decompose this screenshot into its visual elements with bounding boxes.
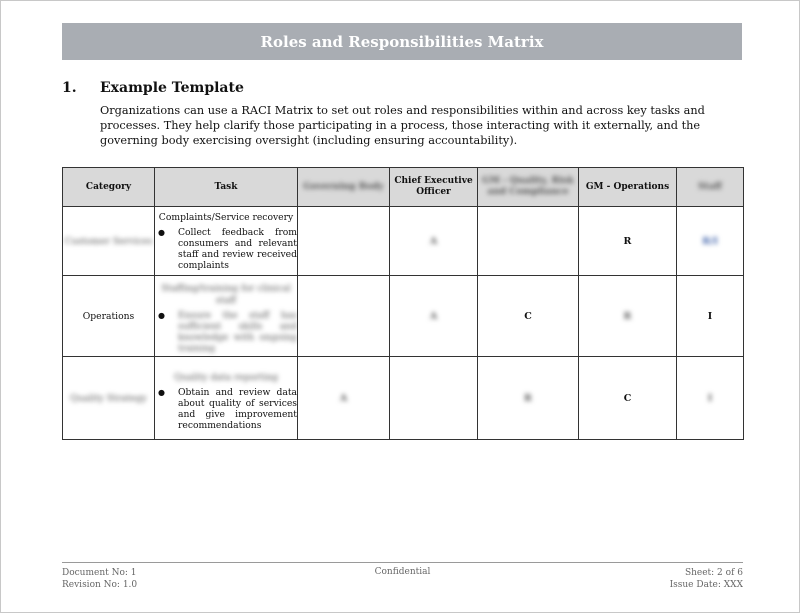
raci-cell: A [298, 357, 390, 440]
raci-cell: R [478, 357, 579, 440]
raci-matrix-table [62, 167, 744, 440]
row-task [155, 276, 298, 357]
document-number: Document No: 1 [62, 568, 137, 578]
bullet-icon: ● [158, 310, 165, 320]
task-title: Quality data reporting [173, 371, 279, 383]
raci-cell [298, 276, 390, 357]
raci-cell [390, 357, 478, 440]
header-ceo: Chief Executive Officer [390, 168, 478, 207]
raci-cell: R [579, 207, 677, 276]
table-row [63, 276, 744, 357]
raci-cell: R/I [677, 207, 744, 276]
raci-cell: C [579, 357, 677, 440]
intro-paragraph: Organizations can use a RACI Matrix to set out roles and responsibilities within and across key tasks and processes. They help clarify those participating in a process, those interacting with it externally, and the governing body exercising oversight (including ensuring accountability). [100, 104, 705, 147]
bullet-icon: ● [158, 387, 165, 397]
task-item: ● Obtain and review data about quality of services and give improvement recommendations [155, 387, 297, 431]
revision-number: Revision No: 1.0 [62, 580, 138, 590]
row-category: Operations [63, 276, 155, 357]
table-header-row [63, 168, 744, 207]
header-staff: Staff [677, 168, 744, 207]
task-title: Staffing/training for clinical staff [161, 282, 291, 306]
raci-cell [478, 207, 579, 276]
row-category: Customer Services [63, 207, 155, 276]
task-item: ● Ensure the staff has sufficient skills and knowledge with ongoing training [155, 310, 297, 354]
task-list [155, 310, 297, 354]
raci-cell: A [390, 276, 478, 357]
header-gm-quality: GM - Quality, Risk and Compliance [478, 168, 579, 207]
header-governing-body: Governing Body [298, 168, 390, 207]
header-category: Category [63, 168, 155, 207]
raci-cell: R [579, 276, 677, 357]
sheet-number: Sheet: 2 of 6 [684, 568, 743, 578]
task-item: ● Collect feedback from consumers and relevant staff and review received complaints [155, 227, 297, 271]
table-row [63, 357, 744, 440]
row-task [155, 357, 298, 440]
document-title: Roles and Responsibilities Matrix [260, 32, 544, 51]
footer-right [670, 567, 743, 591]
confidential-label: Confidential [374, 567, 431, 577]
raci-cell: I [677, 276, 744, 357]
task-list [155, 227, 297, 271]
issue-date: Issue Date: XXX [669, 580, 743, 590]
section-heading [62, 80, 742, 96]
header-task: Task [155, 168, 298, 207]
table-row [63, 207, 744, 276]
page-footer [62, 562, 743, 590]
raci-cell: A [390, 207, 478, 276]
row-task [155, 207, 298, 276]
raci-cell: I [677, 357, 744, 440]
bullet-icon: ● [158, 227, 165, 237]
raci-cell: C [478, 276, 579, 357]
section-title: Example Template [100, 80, 244, 96]
task-title: Complaints/Service recovery [158, 211, 294, 223]
row-category: Quality Strategy [63, 357, 155, 440]
section-number: 1. [62, 80, 77, 96]
header-gm-operations: GM - Operations [579, 168, 677, 207]
raci-cell [298, 207, 390, 276]
task-list [155, 387, 297, 431]
document-title-bar [62, 23, 742, 60]
